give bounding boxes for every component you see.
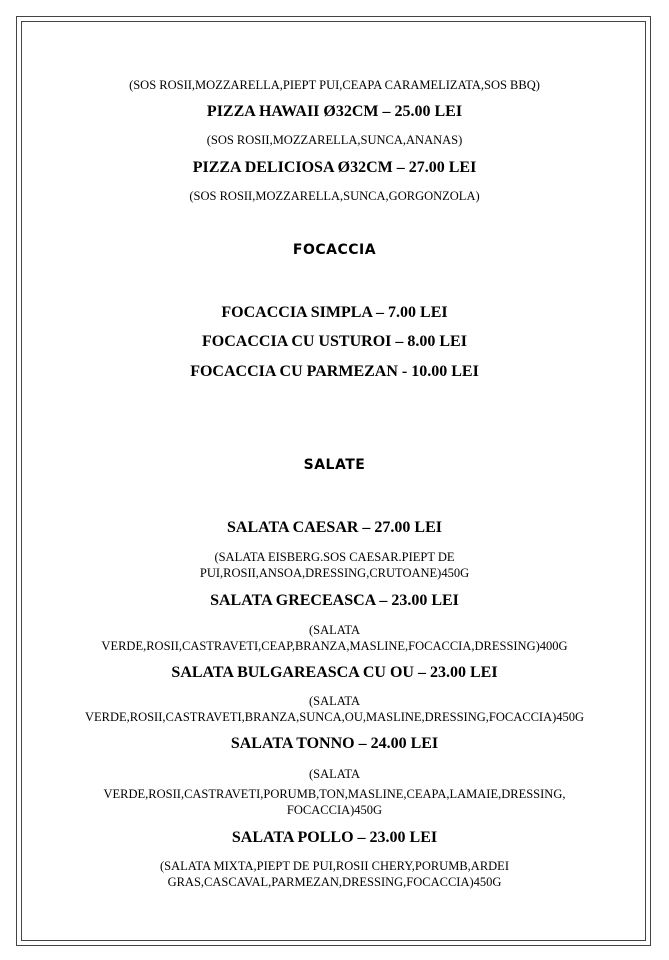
menu-item-description: VERDE,ROSII,CASTRAVETI,PORUMB,TON,MASLINE,CEAPA,LAMAIE,DRESSING,	[103, 787, 566, 801]
menu-item-description: GRAS,CASCAVAL,PARMEZAN,DRESSING,FOCACCIA)450G	[167, 875, 502, 889]
menu-item-description: (SALATA	[308, 694, 361, 708]
menu-item-description: (SOS ROSII,MOZZARELLA,SUNCA,ANANAS)	[206, 133, 463, 147]
section-heading-salate: SALATE	[303, 457, 366, 473]
menu-item-title: SALATA GRECEASCA – 23.00 LEI	[210, 592, 459, 609]
menu-item-description: (SALATA	[308, 623, 361, 637]
section-heading-focaccia: FOCACCIA	[292, 242, 377, 258]
menu-item-title: SALATA BULGAREASCA CU OU – 23.00 LEI	[171, 664, 498, 681]
menu-item-description: (SOS ROSII,MOZZARELLA,SUNCA,GORGONZOLA)	[189, 189, 480, 203]
menu-item-description: (SALATA EISBERG.SOS CAESAR.PIEPT DE	[214, 550, 455, 564]
menu-item-description: VERDE,ROSII,CASTRAVETI,BRANZA,SUNCA,OU,MASLINE,DRESSING,FOCACCIA)450G	[84, 710, 585, 724]
menu-item-title: SALATA POLLO – 23.00 LEI	[231, 829, 438, 846]
menu-item-title: PIZZA DELICIOSA Ø32CM – 27.00 LEI	[192, 159, 477, 176]
menu-item-title: SALATA TONNO – 24.00 LEI	[230, 735, 439, 752]
menu-item-title: PIZZA HAWAII Ø32CM – 25.00 LEI	[206, 103, 463, 120]
menu-item-description: VERDE,ROSII,CASTRAVETI,CEAP,BRANZA,MASLINE,FOCACCIA,DRESSING)400G	[101, 639, 568, 653]
menu-item-title: FOCACCIA SIMPLA – 7.00 LEI	[221, 304, 448, 321]
menu-item-title: SALATA CAESAR – 27.00 LEI	[226, 519, 442, 536]
menu-item-title: FOCACCIA CU USTUROI – 8.00 LEI	[202, 333, 467, 350]
menu-item-description: (SALATA	[308, 767, 361, 781]
menu-item-description: FOCACCIA)450G	[286, 803, 383, 817]
pizza-description: (SOS ROSII,MOZZARELLA,PIEPT PUI,CEAPA CARAMELIZATA,SOS BBQ)	[129, 78, 540, 92]
menu-item-title: FOCACCIA CU PARMEZAN - 10.00 LEI	[190, 363, 479, 380]
menu-item-description: (SALATA MIXTA,PIEPT DE PUI,ROSII CHERY,PORUMB,ARDEI	[160, 859, 509, 873]
menu-item-description: PUI,ROSII,ANSOA,DRESSING,CRUTOANE)450G	[199, 566, 470, 580]
